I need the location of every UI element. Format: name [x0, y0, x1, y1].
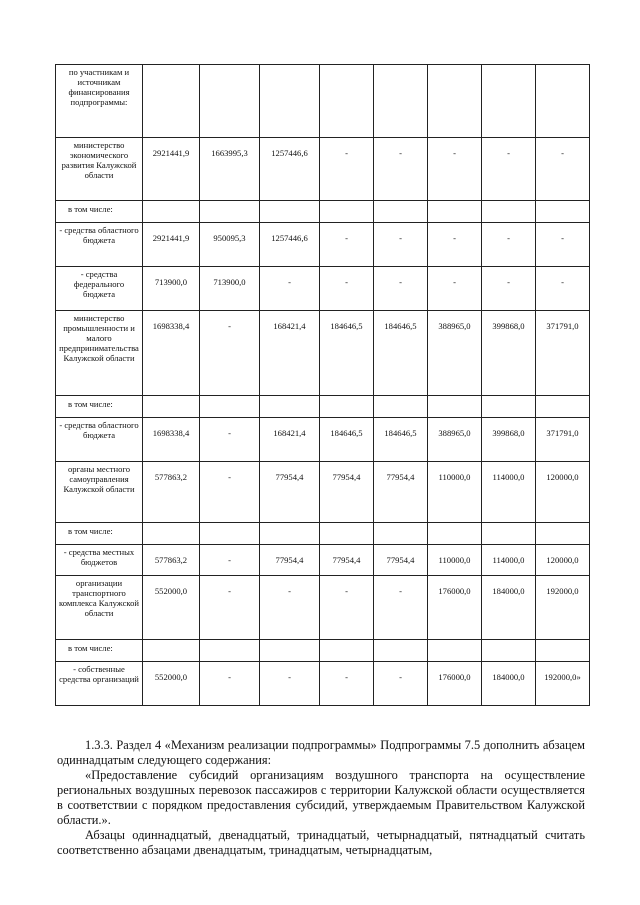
table-cell: 176000,0	[428, 576, 482, 640]
table-cell: -	[260, 267, 320, 311]
table-row	[56, 640, 590, 662]
table-row	[56, 267, 590, 311]
table-cell	[143, 65, 200, 138]
table-cell: -	[200, 418, 260, 462]
table-cell: 168421,4	[260, 418, 320, 462]
paragraph-2: «Предоставление субсидий организациям воздушного транспорта на осуществление региональных воздушных перевозок пассажиров с территории Калужской области осуществляется в соответствии с порядком предоставления субсидий, утверждаемым Правительством Калужской области.».	[57, 768, 585, 827]
table-cell	[260, 640, 320, 662]
table-cell: 184000,0	[482, 576, 536, 640]
table-cell	[200, 640, 260, 662]
table-cell: 1257446,6	[260, 223, 320, 267]
table-cell	[536, 523, 590, 545]
table-cell	[428, 396, 482, 418]
table-cell: 77954,4	[374, 545, 428, 576]
table-row	[56, 138, 590, 201]
table-cell: 950095,3	[200, 223, 260, 267]
table-cell	[428, 201, 482, 223]
table-cell: -	[320, 267, 374, 311]
table-cell: 77954,4	[374, 462, 428, 523]
table-cell	[260, 201, 320, 223]
table-row	[56, 662, 590, 706]
table-cell: -	[482, 138, 536, 201]
table-cell: -	[200, 662, 260, 706]
row-label: - средства областного бюджета	[56, 223, 143, 267]
table-cell: -	[482, 223, 536, 267]
table-cell: 176000,0	[428, 662, 482, 706]
row-label: организации транспортного комплекса Калужской области	[56, 576, 143, 640]
table-cell	[200, 396, 260, 418]
table-cell	[374, 65, 428, 138]
table-row	[56, 201, 590, 223]
table-cell	[482, 640, 536, 662]
table-cell	[320, 396, 374, 418]
table-cell: 184646,5	[374, 418, 428, 462]
table-cell	[320, 640, 374, 662]
row-label: - собственные средства организаций	[56, 662, 143, 706]
table-cell: -	[200, 311, 260, 396]
table-cell: -	[428, 138, 482, 201]
row-label: - средства местных бюджетов	[56, 545, 143, 576]
table-cell: 388965,0	[428, 311, 482, 396]
body-text	[57, 738, 585, 858]
table-cell	[536, 65, 590, 138]
table-cell: -	[320, 223, 374, 267]
table-cell: 399868,0	[482, 311, 536, 396]
table-cell: -	[320, 138, 374, 201]
table-cell	[320, 523, 374, 545]
table-cell: -	[536, 223, 590, 267]
row-label: органы местного самоуправления Калужской области	[56, 462, 143, 523]
table-cell: -	[536, 267, 590, 311]
table-row	[56, 223, 590, 267]
table-row	[56, 545, 590, 576]
table-cell	[320, 201, 374, 223]
table-cell	[143, 640, 200, 662]
row-label: в том числе:	[56, 201, 143, 223]
table-cell	[200, 201, 260, 223]
table-cell	[536, 640, 590, 662]
table-cell	[260, 65, 320, 138]
table-cell	[482, 65, 536, 138]
table-cell	[428, 65, 482, 138]
table-cell: 713900,0	[143, 267, 200, 311]
table-cell	[200, 65, 260, 138]
table-cell: -	[536, 138, 590, 201]
table-cell	[143, 396, 200, 418]
table-cell: -	[320, 662, 374, 706]
table-cell	[536, 396, 590, 418]
table-row	[56, 576, 590, 640]
table-cell	[428, 523, 482, 545]
row-label: по участникам и источникам финансирования подпрограммы:	[56, 65, 143, 138]
table-cell: 120000,0	[536, 462, 590, 523]
table-row	[56, 523, 590, 545]
table-cell: 77954,4	[320, 462, 374, 523]
table-cell: 388965,0	[428, 418, 482, 462]
table-cell	[260, 523, 320, 545]
table-cell: 110000,0	[428, 545, 482, 576]
table-cell: 2921441,9	[143, 138, 200, 201]
table-cell: 371791,0	[536, 311, 590, 396]
table-cell: -	[374, 138, 428, 201]
table-cell: -	[428, 223, 482, 267]
table-cell: 184646,5	[320, 311, 374, 396]
table-cell	[260, 396, 320, 418]
table-cell: -	[200, 462, 260, 523]
table-cell: 114000,0	[482, 545, 536, 576]
row-label: в том числе:	[56, 523, 143, 545]
table-cell: -	[482, 267, 536, 311]
row-label: - средства областного бюджета	[56, 418, 143, 462]
table-cell: 192000,0	[536, 576, 590, 640]
table-cell	[374, 396, 428, 418]
row-label: - средства федерального бюджета	[56, 267, 143, 311]
table-cell	[482, 396, 536, 418]
table-cell: 399868,0	[482, 418, 536, 462]
table-row	[56, 65, 590, 138]
paragraph-3: Абзацы одиннадцатый, двенадцатый, тринадцатый, четырнадцатый, пятнадцатый считать соответственно абзацами двенадцатым, тринадцатым, четырнадцатым,	[57, 828, 585, 857]
table-cell: 371791,0	[536, 418, 590, 462]
table-cell: 184646,5	[374, 311, 428, 396]
row-label: министерство промышленности и малого предпринимательства Калужской области	[56, 311, 143, 396]
row-label: министерство экономического развития Калужской области	[56, 138, 143, 201]
row-label: в том числе:	[56, 640, 143, 662]
table-cell: 552000,0	[143, 662, 200, 706]
table-cell: 114000,0	[482, 462, 536, 523]
table-cell: 77954,4	[260, 462, 320, 523]
table-cell	[374, 523, 428, 545]
table-row	[56, 418, 590, 462]
table-cell: 77954,4	[320, 545, 374, 576]
table-cell: 1698338,4	[143, 418, 200, 462]
table-row	[56, 462, 590, 523]
table-cell: 2921441,9	[143, 223, 200, 267]
row-label: в том числе:	[56, 396, 143, 418]
table-cell	[200, 523, 260, 545]
table-cell: 192000,0»	[536, 662, 590, 706]
table-cell: 1698338,4	[143, 311, 200, 396]
table-cell: 77954,4	[260, 545, 320, 576]
table-cell: 184646,5	[320, 418, 374, 462]
table-row	[56, 311, 590, 396]
table-cell: -	[374, 576, 428, 640]
table-cell	[374, 640, 428, 662]
table-cell: -	[200, 545, 260, 576]
table-cell: 1257446,6	[260, 138, 320, 201]
table-cell: -	[374, 223, 428, 267]
paragraph-1: 1.3.3. Раздел 4 «Механизм реализации подпрограммы» Подпрограммы 7.5 дополнить абзацем одиннадцатым следующего содержания:	[57, 738, 585, 767]
table-cell: -	[320, 576, 374, 640]
table-cell	[320, 65, 374, 138]
table-cell	[536, 201, 590, 223]
table-cell	[482, 201, 536, 223]
table-cell	[143, 523, 200, 545]
table-cell: -	[200, 576, 260, 640]
table-cell: 577863,2	[143, 462, 200, 523]
table-cell: -	[260, 662, 320, 706]
table-cell: 110000,0	[428, 462, 482, 523]
table-cell: 1663995,3	[200, 138, 260, 201]
table-cell: -	[374, 267, 428, 311]
table-cell: -	[260, 576, 320, 640]
table-cell: 184000,0	[482, 662, 536, 706]
table-cell: 552000,0	[143, 576, 200, 640]
table-cell	[428, 640, 482, 662]
table-cell	[143, 201, 200, 223]
table-cell	[482, 523, 536, 545]
table-cell: -	[428, 267, 482, 311]
table-cell: 577863,2	[143, 545, 200, 576]
table-cell: 120000,0	[536, 545, 590, 576]
table-cell	[374, 201, 428, 223]
table-row	[56, 396, 590, 418]
table-cell: 168421,4	[260, 311, 320, 396]
table-cell: -	[374, 662, 428, 706]
table-cell: 713900,0	[200, 267, 260, 311]
financing-table	[55, 64, 590, 706]
